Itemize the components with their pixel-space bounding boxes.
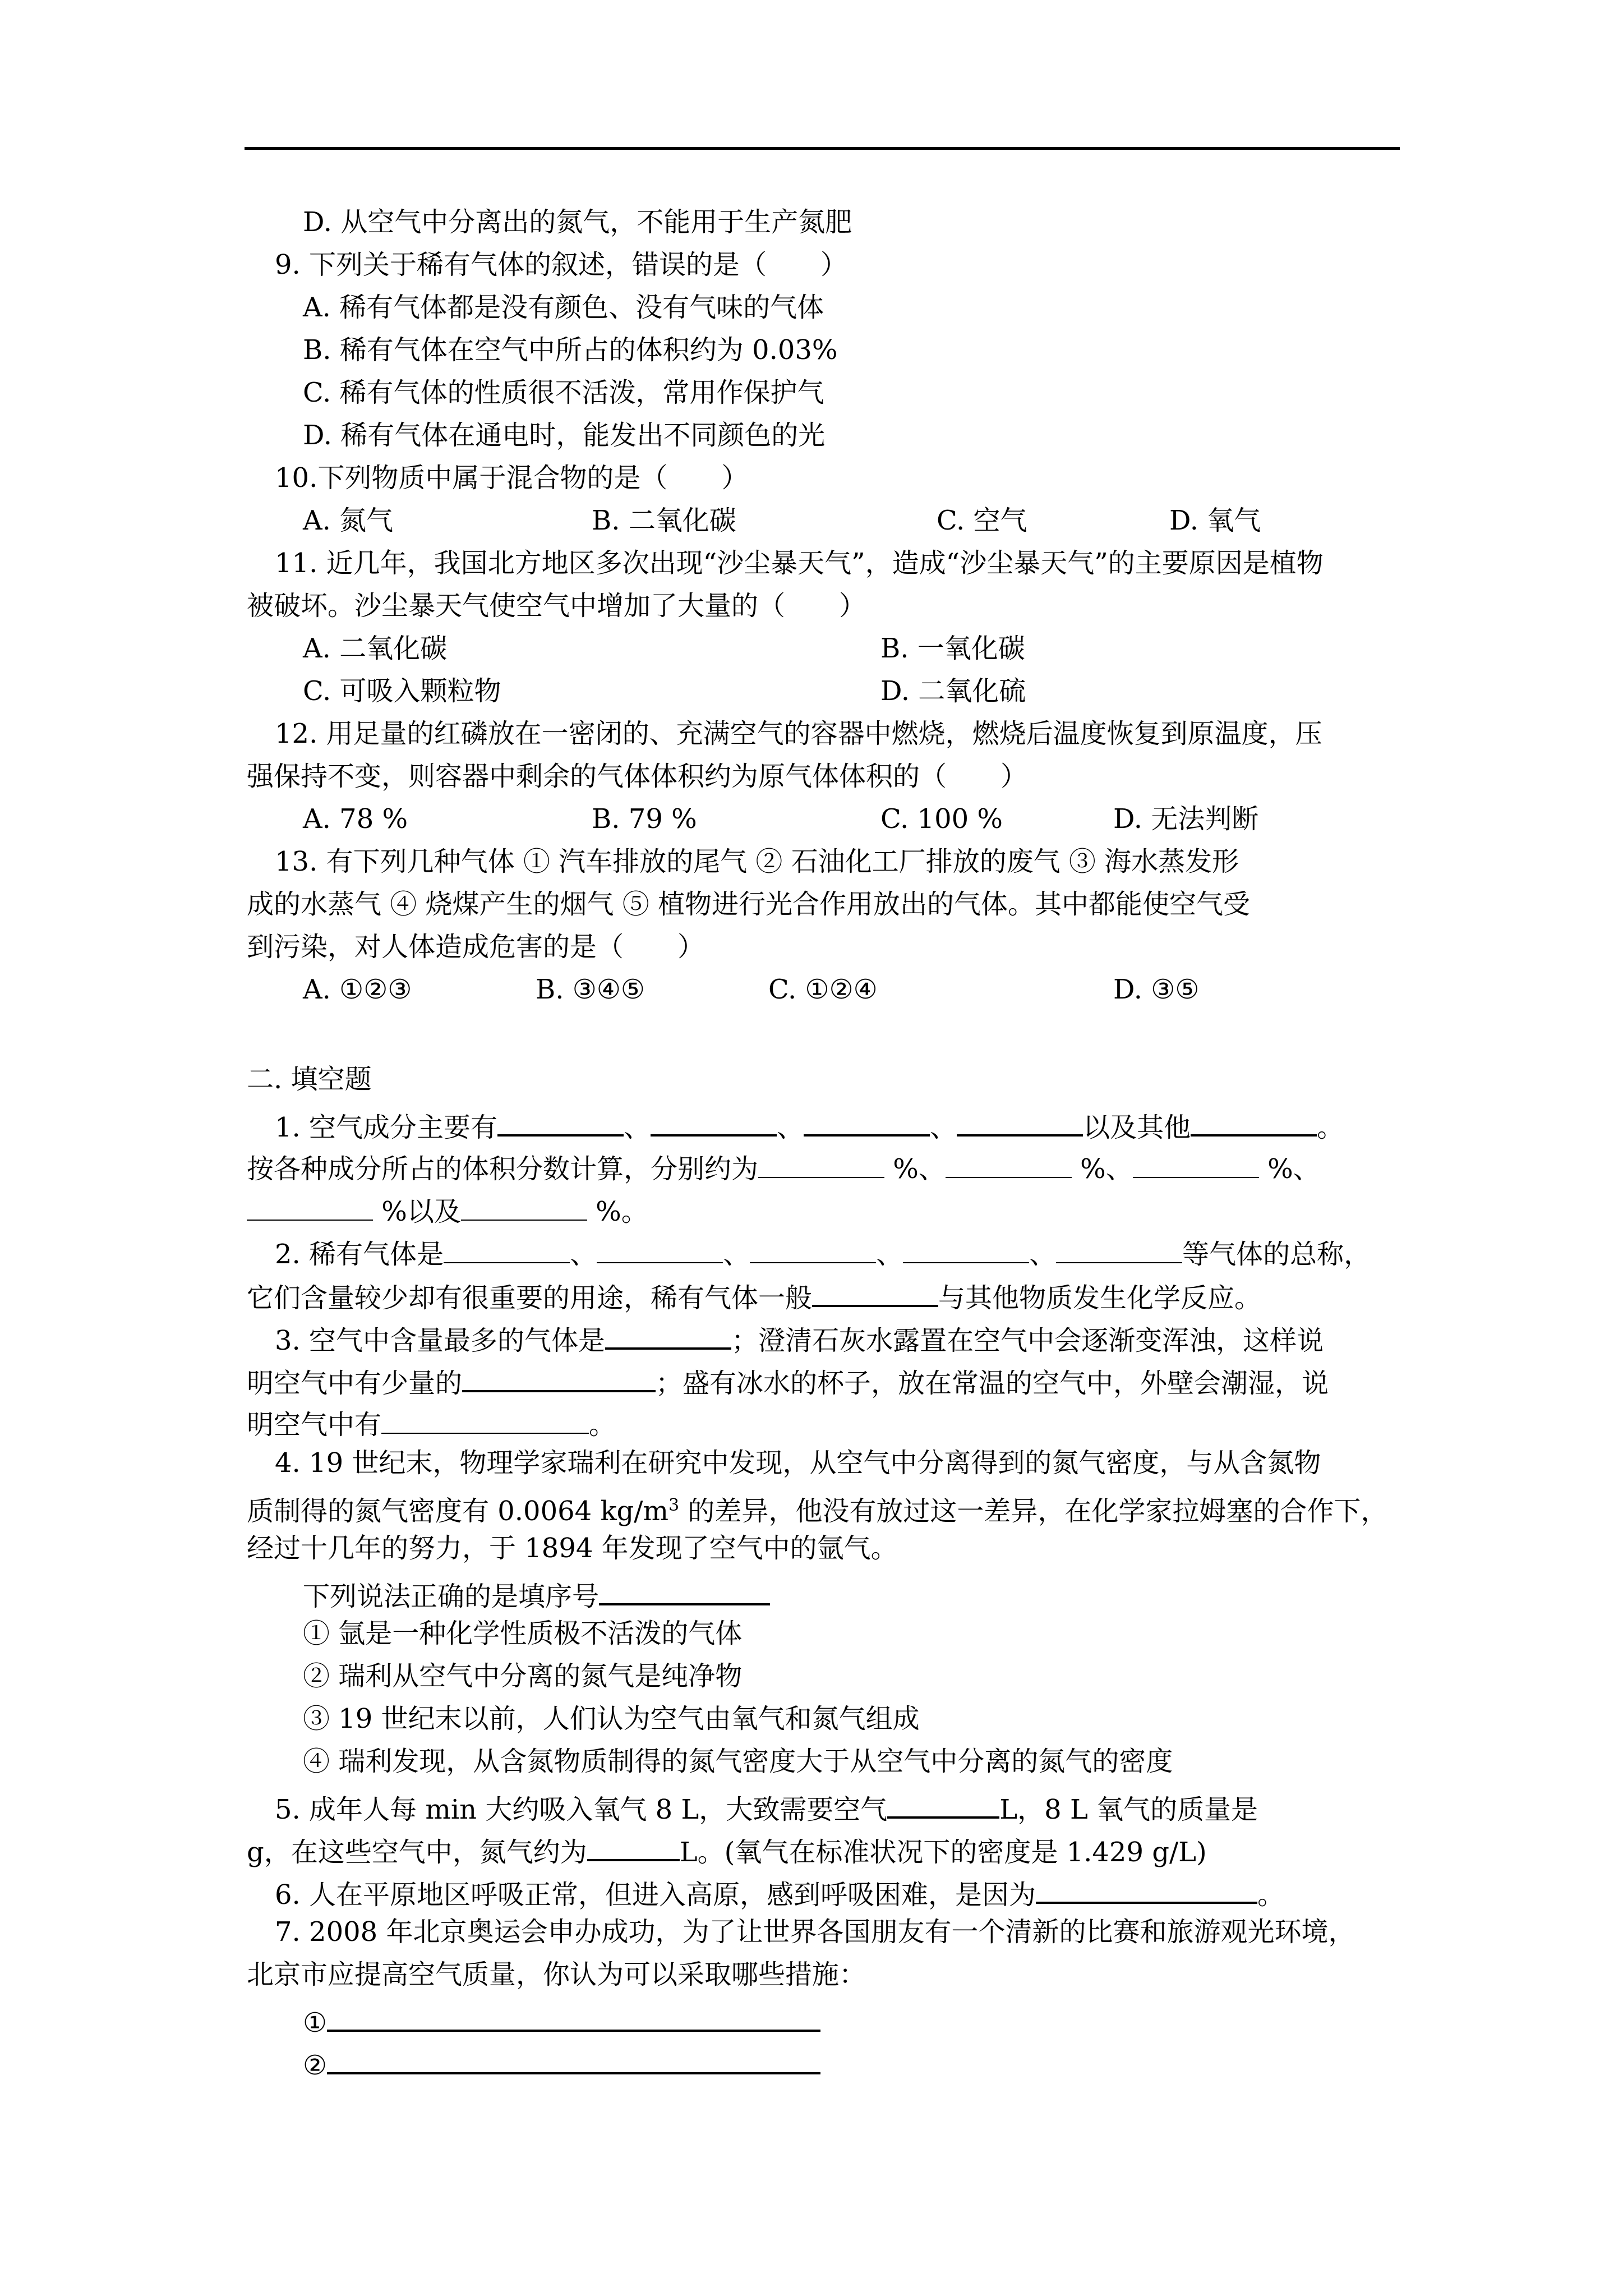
q13-option-b: B. ③④⑤ [536,974,645,1005]
q9-option-c: C. 稀有气体的性质很不活泼，常用作保护气 [303,377,824,408]
q11-option-c: C. 可吸入颗粒物 [303,675,501,707]
answer-blank[interactable] [599,1574,770,1605]
separator: 、 [723,1239,750,1270]
superscript: 3 [668,1496,680,1515]
q9-option-d: D. 稀有气体在通电时，能发出不同颜色的光 [303,420,826,451]
answer-blank[interactable] [462,1361,656,1392]
fill7-measure-1 [303,2000,820,2039]
fill2-text: 等气体的总称， [1182,1239,1371,1270]
answer-blank[interactable] [327,2043,820,2074]
percent-sep: %、 [893,1153,946,1185]
fill4-text: 的差异，他没有放过这一差异，在化学家拉姆塞的合作下， [679,1496,1388,1527]
answer-blank[interactable] [750,1233,876,1263]
fill1-line1 [275,1105,1344,1143]
q13-line2: 成的水蒸气 ④ 烧煤产生的烟气 ⑤ 植物进行光合作用放出的气体。其中都能使空气受 [247,889,1251,920]
q10-option-c: C. 空气 [937,505,1027,536]
percent-sep: %以及 [381,1196,461,1227]
answer-blank[interactable] [946,1148,1072,1178]
q9-option-a: A. 稀有气体都是没有颜色、没有气味的气体 [303,292,824,323]
fill4-line3: 经过十几年的努力，于 1894 年发现了空气中的氩气。 [247,1533,898,1564]
fill2-line1 [275,1233,1371,1270]
fill2-text: 2. 稀有气体是 [275,1239,444,1270]
fill1-text: 1. 空气成分主要有 [275,1112,498,1143]
fill4-statement-1: ① 氩是一种化学性质极不活泼的气体 [303,1618,743,1649]
fill7-line1: 7. 2008 年北京奥运会申办成功，为了让世界各国朋友有一个清新的比赛和旅游观光环境， [275,1916,1355,1948]
q11-line1: 11. 近几年，我国北方地区多次出现“沙尘暴天气”，造成“沙尘暴天气”的主要原因是植物 [275,547,1324,579]
separator: 、 [624,1112,651,1143]
punctuation: 。 [1317,1112,1344,1143]
answer-blank[interactable] [381,1404,589,1434]
q9-stem: 9. 下列关于稀有气体的叙述，错误的是（ ） [275,249,848,280]
fill3-text: 3. 空气中含量最多的气体是 [275,1325,606,1356]
fill4-statement-4: ④ 瑞利发现，从含氮物质制得的氮气密度大于从空气中分离的氮气的密度 [303,1746,1173,1777]
q11-line2: 被破坏。沙尘暴天气使空气中增加了大量的（ ） [247,590,866,622]
answer-blank[interactable] [957,1105,1083,1137]
fill4-line2 [247,1489,1388,1527]
fill5-line1 [275,1787,1258,1825]
q12-option-d: D. 无法判断 [1113,803,1259,835]
answer-blank[interactable] [804,1105,930,1137]
fill7-line2: 北京市应提高空气质量，你认为可以采取哪些措施： [247,1959,866,1990]
fill5-text: 5. 成年人每 min 大约吸入氧气 8 L，大致需要空气 [275,1794,888,1825]
fill4-prompt [303,1574,770,1612]
q10-option-a: A. 氮气 [303,505,394,536]
answer-blank[interactable] [497,1105,624,1137]
answer-blank[interactable] [758,1148,884,1178]
fill4-statement-3: ③ 19 世纪末以前，人们认为空气由氧气和氮气组成 [303,1703,920,1734]
punctuation: 。 [589,1409,616,1441]
q10-stem: 10.下列物质中属于混合物的是（ ） [275,462,749,494]
q13-line1: 13. 有下列几种气体 ① 汽车排放的尾气 ② 石油化工厂排放的废气 ③ 海水蒸发形 [275,846,1239,877]
fill6-text: 6. 人在平原地区呼吸正常，但进入高原，感到呼吸困难，是因为 [275,1879,1036,1911]
fill6-line [275,1872,1285,1911]
circled-number: ② [303,2050,328,2081]
q8-option-d: D. 从空气中分离出的氮气，不能用于生产氮肥 [303,206,852,238]
answer-blank[interactable] [812,1276,938,1307]
q13-option-d: D. ③⑤ [1113,974,1200,1005]
separator: 、 [876,1239,903,1270]
q11-option-a: A. 二氧化碳 [303,633,448,664]
fill4-text: 下列说法正确的是填序号 [303,1581,600,1612]
q9-option-b: B. 稀有气体在空气中所占的体积约为 0.03% [303,334,838,366]
answer-blank[interactable] [1036,1872,1257,1904]
fill2-line2 [247,1276,1262,1314]
answer-blank[interactable] [605,1318,731,1350]
fill3-text: 明空气中有少量的 [247,1368,463,1399]
header-rule [245,147,1400,150]
separator: 、 [1029,1239,1057,1270]
answer-blank[interactable] [1056,1233,1182,1263]
answer-blank[interactable] [444,1233,570,1263]
fill5-text: L。(氧气在标准状况下的密度是 1.429 g/L) [679,1837,1207,1868]
q12-option-c: C. 100 % [880,803,1003,835]
answer-blank[interactable] [887,1787,999,1819]
q13-line3: 到污染，对人体造成危害的是（ ） [247,931,705,963]
q12-option-b: B. 79 % [592,803,697,835]
fill4-text: 质制得的氮气密度有 0.0064 kg/m [247,1496,668,1527]
q12-line2: 强保持不变，则容器中剩余的气体体积约为原气体体积的（ ） [247,761,1028,792]
fill3-line1 [275,1318,1324,1356]
answer-blank[interactable] [247,1190,373,1221]
answer-blank[interactable] [1133,1148,1259,1178]
answer-blank[interactable] [1191,1105,1317,1137]
fill3-line2 [247,1361,1329,1399]
q11-option-d: D. 二氧化硫 [880,675,1026,707]
fill1-line2 [247,1148,1320,1185]
fill4-statement-2: ② 瑞利从空气中分离的氮气是纯净物 [303,1660,743,1692]
separator: 、 [570,1239,597,1270]
answer-blank[interactable] [461,1190,587,1221]
circled-number: ① [303,2007,328,2039]
separator: 、 [777,1112,804,1143]
fill2-text: 它们含量较少却有很重要的用途，稀有气体一般 [247,1282,813,1314]
q13-option-c: C. ①②④ [768,974,878,1005]
answer-blank[interactable] [651,1105,777,1137]
section-title: 二. 填空题 [247,1064,372,1095]
fill3-line3 [247,1404,616,1441]
punctuation: 。 [1257,1879,1285,1911]
q12-line1: 12. 用足量的红磷放在一密闭的、充满空气的容器中燃烧，燃烧后温度恢复到原温度，压 [275,718,1322,749]
fill4-line1: 4. 19 世纪末，物理学家瑞利在研究中发现，从空气中分离得到的氮气密度，与从含氮物 [275,1447,1321,1479]
fill5-text: L，8 L 氧气的质量是 [999,1794,1258,1825]
fill2-text: 与其他物质发生化学反应。 [938,1282,1262,1314]
percent-sep: %、 [1080,1153,1133,1185]
percent-sep: %、 [1267,1153,1320,1185]
answer-blank[interactable] [597,1233,723,1263]
fill1-line3 [247,1190,648,1227]
fill3-text: ；盛有冰水的杯子，放在常温的空气中，外壁会潮湿，说 [656,1368,1329,1399]
fill7-measure-2 [303,2043,820,2081]
answer-blank[interactable] [327,2000,820,2032]
separator: 、 [930,1112,957,1143]
fill5-text: g，在这些空气中，氮气约为 [247,1837,587,1868]
fill3-text: 明空气中有 [247,1409,382,1441]
answer-blank[interactable] [587,1830,680,1861]
fill1-text: 以及其他 [1083,1112,1191,1143]
fill1-text: 按各种成分所占的体积分数计算，分别约为 [247,1153,759,1185]
percent-sep: %。 [596,1196,648,1227]
fill5-line2 [247,1830,1207,1868]
q12-option-a: A. 78 % [303,803,408,835]
q10-option-d: D. 氧气 [1169,505,1261,536]
q10-option-b: B. 二氧化碳 [592,505,736,536]
answer-blank[interactable] [903,1233,1029,1263]
q13-option-a: A. ①②③ [303,974,412,1005]
q11-option-b: B. 一氧化碳 [880,633,1025,664]
fill3-text: ；澄清石灰水露置在空气中会逐渐变浑浊，这样说 [731,1325,1324,1356]
